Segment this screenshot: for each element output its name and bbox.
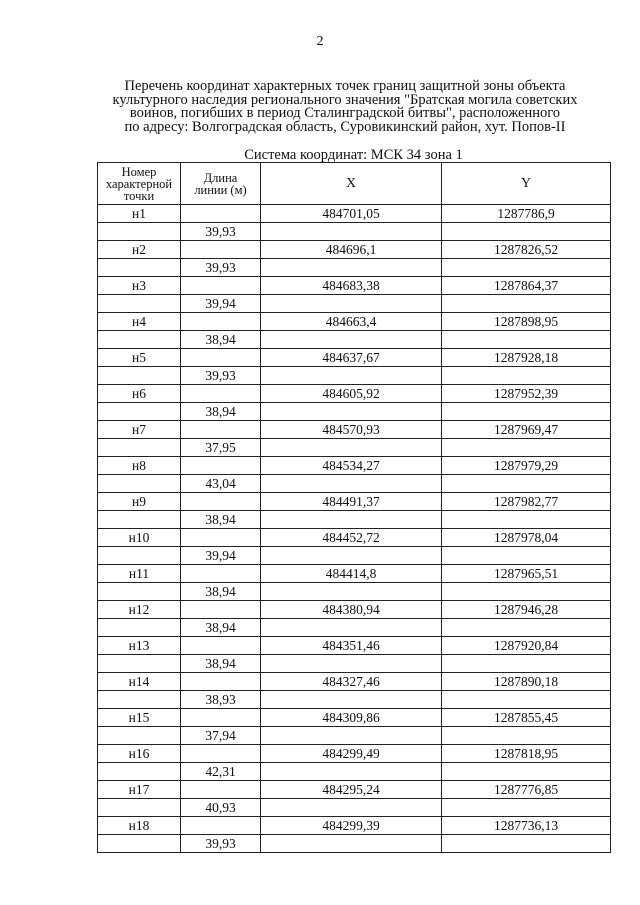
- y-coordinate: 1287890,18: [442, 673, 611, 691]
- empty-cell: [442, 403, 611, 421]
- empty-cell: [442, 583, 611, 601]
- point-number: н5: [98, 349, 181, 367]
- line-length: 38,93: [181, 691, 261, 709]
- empty-cell: [181, 565, 261, 583]
- x-coordinate: 484570,93: [261, 421, 442, 439]
- line-length: 42,31: [181, 763, 261, 781]
- segment-row: [98, 295, 611, 313]
- point-number: н14: [98, 673, 181, 691]
- empty-cell: [261, 511, 442, 529]
- line-length: 39,93: [181, 367, 261, 385]
- page-number: 2: [316, 34, 324, 49]
- y-coordinate: 1287855,45: [442, 709, 611, 727]
- empty-cell: [98, 727, 181, 745]
- segment-row: [98, 367, 611, 385]
- segment-row: [98, 655, 611, 673]
- point-row: [98, 709, 611, 727]
- empty-cell: [442, 367, 611, 385]
- header-x: X: [261, 163, 442, 205]
- point-row: [98, 349, 611, 367]
- empty-cell: [261, 619, 442, 637]
- header-line-length: [181, 163, 261, 205]
- point-number: н10: [98, 529, 181, 547]
- coordinate-system-caption: Система координат: МСК 34 зона 1: [244, 147, 463, 163]
- empty-cell: [261, 763, 442, 781]
- y-coordinate: 1287978,04: [442, 529, 611, 547]
- segment-row: [98, 763, 611, 781]
- point-row: [98, 277, 611, 295]
- segment-row: [98, 727, 611, 745]
- y-coordinate: 1287864,37: [442, 277, 611, 295]
- header-line: Длина: [203, 170, 238, 185]
- title-line: Перечень координат характерных точек границ защитной зоны объекта: [124, 78, 566, 94]
- segment-row: [98, 835, 611, 853]
- empty-cell: [442, 655, 611, 673]
- x-coordinate: 484701,05: [261, 205, 442, 223]
- header-line: точки: [123, 188, 155, 203]
- x-coordinate: 484299,39: [261, 817, 442, 835]
- empty-cell: [181, 601, 261, 619]
- header-line: Номер: [121, 164, 157, 179]
- x-coordinate: 484534,27: [261, 457, 442, 475]
- empty-cell: [98, 331, 181, 349]
- point-row: [98, 673, 611, 691]
- line-length: 38,94: [181, 403, 261, 421]
- segment-row: [98, 259, 611, 277]
- empty-cell: [261, 583, 442, 601]
- empty-cell: [442, 835, 611, 853]
- point-number: н3: [98, 277, 181, 295]
- empty-cell: [98, 691, 181, 709]
- empty-cell: [261, 295, 442, 313]
- point-number: н15: [98, 709, 181, 727]
- title-line: культурного наследия регионального значения "Братская могила советских: [112, 91, 578, 108]
- empty-cell: [442, 511, 611, 529]
- empty-cell: [98, 295, 181, 313]
- empty-cell: [98, 763, 181, 781]
- empty-cell: [261, 331, 442, 349]
- coordinates-table: [97, 162, 611, 853]
- segment-row: [98, 511, 611, 529]
- empty-cell: [261, 439, 442, 457]
- x-coordinate: 484414,8: [261, 565, 442, 583]
- empty-cell: [442, 799, 611, 817]
- x-coordinate: 484351,46: [261, 637, 442, 655]
- x-coordinate: 484605,92: [261, 385, 442, 403]
- line-length: 39,93: [181, 835, 261, 853]
- empty-cell: [98, 403, 181, 421]
- x-coordinate: 484696,1: [261, 241, 442, 259]
- empty-cell: [261, 835, 442, 853]
- line-length: 38,94: [181, 655, 261, 673]
- x-coordinate: 484309,86: [261, 709, 442, 727]
- empty-cell: [261, 655, 442, 673]
- point-number: н8: [98, 457, 181, 475]
- header-line: характерной: [105, 176, 173, 191]
- y-coordinate: 1287946,28: [442, 601, 611, 619]
- empty-cell: [98, 511, 181, 529]
- empty-cell: [181, 349, 261, 367]
- x-coordinate: 484380,94: [261, 601, 442, 619]
- point-row: [98, 421, 611, 439]
- point-row: [98, 745, 611, 763]
- y-coordinate: 1287969,47: [442, 421, 611, 439]
- empty-cell: [261, 367, 442, 385]
- empty-cell: [442, 763, 611, 781]
- y-coordinate: 1287928,18: [442, 349, 611, 367]
- segment-row: [98, 439, 611, 457]
- coordinates-body: [98, 205, 611, 853]
- line-length: 40,93: [181, 799, 261, 817]
- point-number: н9: [98, 493, 181, 511]
- empty-cell: [98, 619, 181, 637]
- empty-cell: [181, 745, 261, 763]
- x-coordinate: 484327,46: [261, 673, 442, 691]
- segment-row: [98, 223, 611, 241]
- segment-row: [98, 799, 611, 817]
- segment-row: [98, 403, 611, 421]
- empty-cell: [98, 475, 181, 493]
- point-number: н2: [98, 241, 181, 259]
- empty-cell: [181, 637, 261, 655]
- empty-cell: [98, 259, 181, 277]
- empty-cell: [181, 385, 261, 403]
- document-title: [90, 80, 600, 134]
- x-coordinate: 484663,4: [261, 313, 442, 331]
- empty-cell: [98, 799, 181, 817]
- y-coordinate: 1287786,9: [442, 205, 611, 223]
- y-coordinate: 1287826,52: [442, 241, 611, 259]
- empty-cell: [261, 475, 442, 493]
- empty-cell: [181, 493, 261, 511]
- y-coordinate: 1287982,77: [442, 493, 611, 511]
- line-length: 38,94: [181, 619, 261, 637]
- point-row: [98, 637, 611, 655]
- y-coordinate: 1287952,39: [442, 385, 611, 403]
- point-number: н4: [98, 313, 181, 331]
- empty-cell: [261, 259, 442, 277]
- x-coordinate: 484295,24: [261, 781, 442, 799]
- empty-cell: [98, 439, 181, 457]
- point-row: [98, 781, 611, 799]
- x-coordinate: 484491,37: [261, 493, 442, 511]
- empty-cell: [98, 583, 181, 601]
- empty-cell: [442, 439, 611, 457]
- x-coordinate: 484683,38: [261, 277, 442, 295]
- header-line: линии (м): [194, 182, 247, 197]
- point-row: [98, 385, 611, 403]
- y-coordinate: 1287818,95: [442, 745, 611, 763]
- empty-cell: [181, 241, 261, 259]
- empty-cell: [442, 547, 611, 565]
- point-number: н12: [98, 601, 181, 619]
- empty-cell: [181, 313, 261, 331]
- point-row: [98, 205, 611, 223]
- empty-cell: [181, 781, 261, 799]
- empty-cell: [261, 727, 442, 745]
- title-line: воинов, погибших в период Сталинградской битвы", расположенного: [129, 105, 561, 122]
- empty-cell: [98, 367, 181, 385]
- segment-row: [98, 331, 611, 349]
- segment-row: [98, 547, 611, 565]
- point-number: н16: [98, 745, 181, 763]
- empty-cell: [261, 799, 442, 817]
- line-length: 43,04: [181, 475, 261, 493]
- point-number: н13: [98, 637, 181, 655]
- segment-row: [98, 475, 611, 493]
- empty-cell: [442, 259, 611, 277]
- x-coordinate: 484637,67: [261, 349, 442, 367]
- point-row: [98, 529, 611, 547]
- title-line: по адресу: Волгоградская область, Суровикинский район, хут. Попов-II: [124, 118, 566, 135]
- empty-cell: [261, 547, 442, 565]
- empty-cell: [98, 547, 181, 565]
- empty-cell: [98, 655, 181, 673]
- empty-cell: [181, 277, 261, 295]
- empty-cell: [181, 529, 261, 547]
- header-point-number: [98, 163, 181, 205]
- empty-cell: [442, 295, 611, 313]
- point-number: н11: [98, 565, 181, 583]
- empty-cell: [181, 205, 261, 223]
- y-coordinate: 1287736,13: [442, 817, 611, 835]
- line-length: 37,94: [181, 727, 261, 745]
- point-row: [98, 817, 611, 835]
- x-coordinate: 484452,72: [261, 529, 442, 547]
- x-coordinate: 484299,49: [261, 745, 442, 763]
- point-row: [98, 601, 611, 619]
- empty-cell: [98, 223, 181, 241]
- empty-cell: [442, 727, 611, 745]
- line-length: 39,94: [181, 295, 261, 313]
- point-number: н1: [98, 205, 181, 223]
- line-length: 38,94: [181, 583, 261, 601]
- y-coordinate: 1287776,85: [442, 781, 611, 799]
- y-coordinate: 1287920,84: [442, 637, 611, 655]
- line-length: 37,95: [181, 439, 261, 457]
- point-number: н17: [98, 781, 181, 799]
- empty-cell: [181, 709, 261, 727]
- empty-cell: [442, 331, 611, 349]
- empty-cell: [261, 691, 442, 709]
- table-header-row: [98, 163, 611, 205]
- y-coordinate: 1287965,51: [442, 565, 611, 583]
- segment-row: [98, 583, 611, 601]
- line-length: 39,93: [181, 259, 261, 277]
- y-coordinate: 1287979,29: [442, 457, 611, 475]
- line-length: 39,93: [181, 223, 261, 241]
- point-row: [98, 565, 611, 583]
- y-coordinate: 1287898,95: [442, 313, 611, 331]
- empty-cell: [181, 673, 261, 691]
- empty-cell: [442, 223, 611, 241]
- segment-row: [98, 691, 611, 709]
- segment-row: [98, 619, 611, 637]
- empty-cell: [442, 475, 611, 493]
- empty-cell: [442, 619, 611, 637]
- empty-cell: [181, 817, 261, 835]
- point-number: н6: [98, 385, 181, 403]
- empty-cell: [261, 223, 442, 241]
- point-row: [98, 241, 611, 259]
- empty-cell: [442, 691, 611, 709]
- point-row: [98, 457, 611, 475]
- line-length: 38,94: [181, 331, 261, 349]
- empty-cell: [261, 403, 442, 421]
- empty-cell: [181, 421, 261, 439]
- point-number: н18: [98, 817, 181, 835]
- point-number: н7: [98, 421, 181, 439]
- line-length: 39,94: [181, 547, 261, 565]
- empty-cell: [181, 457, 261, 475]
- point-row: [98, 313, 611, 331]
- header-y: Y: [442, 163, 611, 205]
- empty-cell: [98, 835, 181, 853]
- point-row: [98, 493, 611, 511]
- line-length: 38,94: [181, 511, 261, 529]
